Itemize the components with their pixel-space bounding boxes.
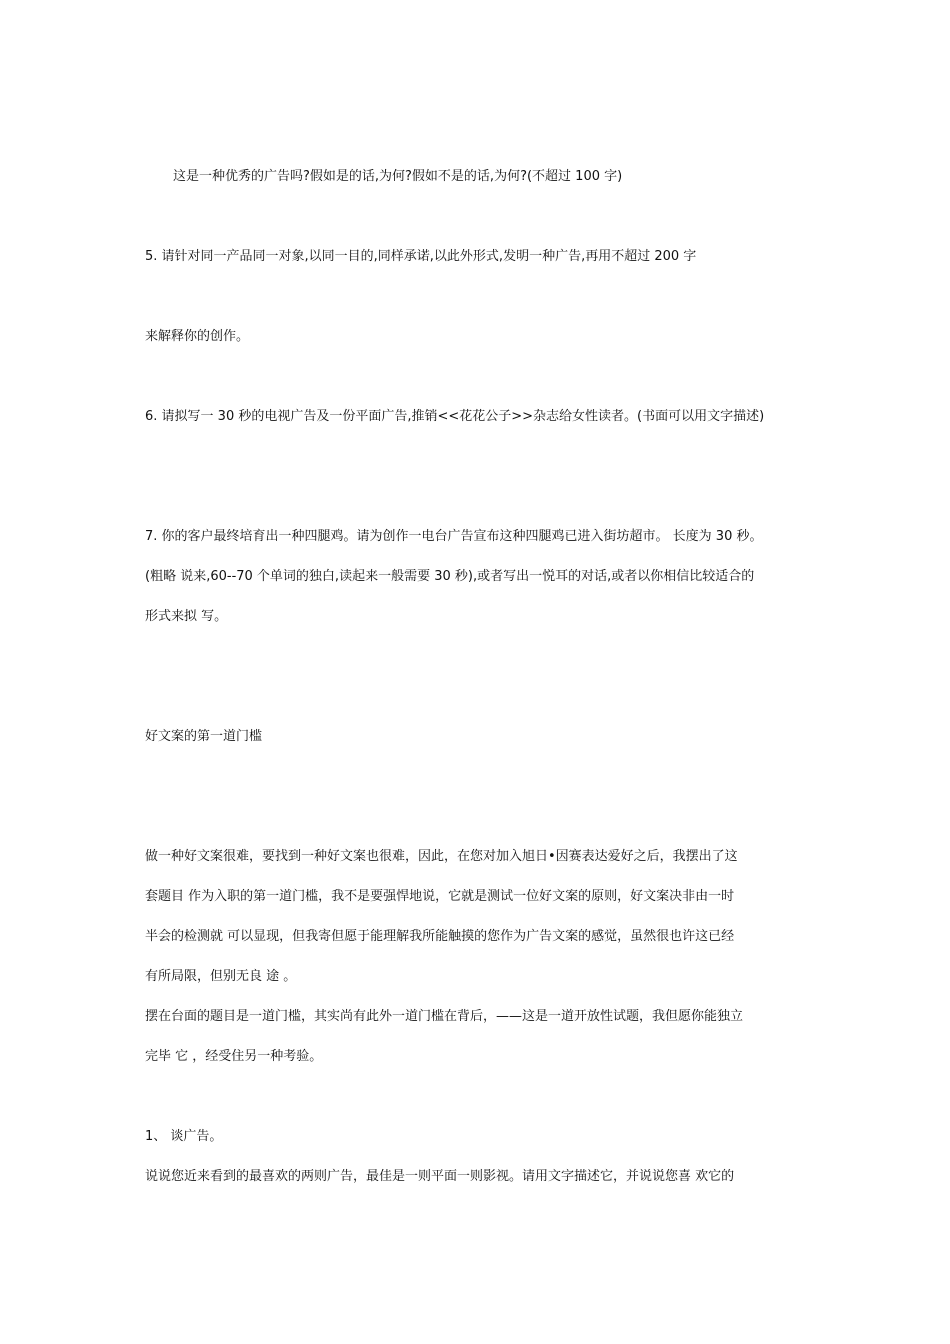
intro-paragraph-line-2: 套题目 作为入职的第一道门槛，我不是要强悍地说，它就是测试一位好文案的原则，好文案决非由一时	[145, 889, 735, 904]
question-6: 6. 请拟写一 30 秒的电视广告及一份平面广告,推销<<花花公子>>杂志给女性读者。(书面可以用文字描述)	[145, 409, 765, 424]
item-1-text: 说说您近来看到的最喜欢的两则广告，最佳是一则平面一则影视。请用文字描述它，并说说您喜 欢它的	[145, 1169, 735, 1184]
question-7-line-3: 形式来拟 写。	[145, 609, 228, 624]
question-5-line-1: 5. 请针对同一产品同一对象,以同一目的,同样承诺,以此外形式,发明一种广告,再用不超过 200 字	[145, 249, 697, 264]
intro-paragraph-line-3: 半会的检测就 可以显现，但我寄但愿于能理解我所能触摸的您作为广告文案的感觉，虽然很也许这已经	[145, 929, 735, 944]
intro-paragraph-2-line-1: 摆在台面的题目是一道门槛，其实尚有此外一道门槛在背后，——这是一道开放性试题，我但愿你能独立	[145, 1009, 744, 1024]
question-4-followup: 这是一种优秀的广告吗?假如是的话,为何?假如不是的话,为何?(不超过 100 字)	[173, 169, 623, 184]
intro-paragraph-line-1: 做一种好文案很难，要找到一种好文案也很难，因此，在您对加入旭日•因赛表达爱好之后，我摆出了这	[145, 849, 738, 864]
item-1-heading: 1、 谈广告。	[145, 1129, 223, 1144]
question-7-line-1: 7. 你的客户最终培育出一种四腿鸡。请为创作一电台广告宣布这种四腿鸡已进入街坊超市。 长度为 30 秒。	[145, 529, 763, 544]
intro-paragraph-2-line-2: 完毕 它 ，经受住另一种考验。	[145, 1049, 323, 1064]
intro-paragraph-line-4: 有所局限，但别无良 途 。	[145, 969, 297, 984]
question-7-line-2: (粗略 说来,60--70 个单词的独白,读起来一般需要 30 秒),或者写出一悦耳的对话,或者以你相信比较适合的	[145, 569, 755, 584]
question-5-line-2: 来解释你的创作。	[145, 329, 250, 344]
section-heading: 好文案的第一道门槛	[145, 729, 263, 744]
